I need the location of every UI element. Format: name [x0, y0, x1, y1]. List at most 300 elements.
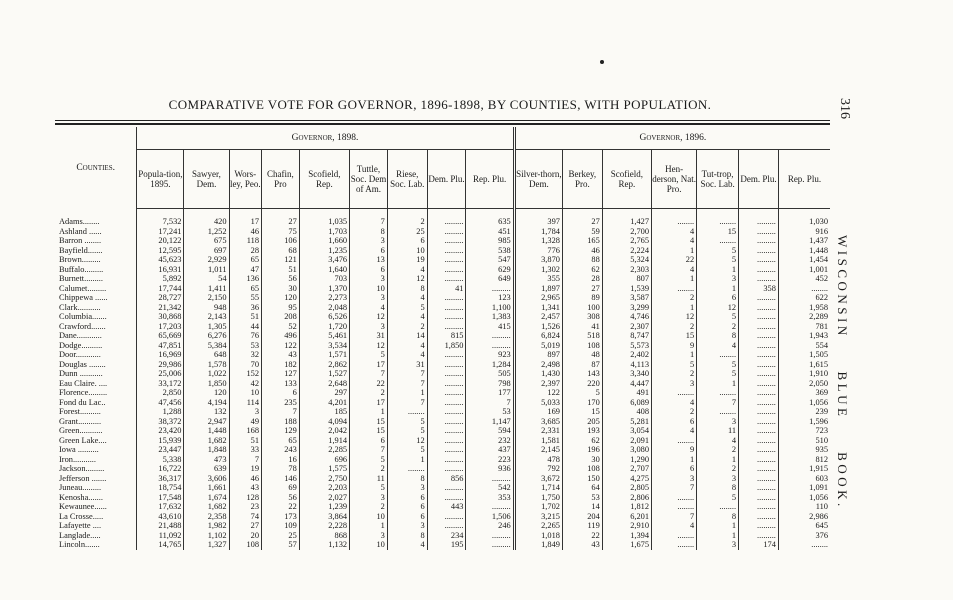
vote-cell: 3: [652, 474, 697, 484]
vote-cell: 1: [697, 284, 739, 294]
vote-cell: .........: [427, 379, 466, 389]
vote-cell: .........: [739, 464, 779, 474]
table-row: [55, 398, 830, 408]
vote-cell: .........: [427, 445, 466, 455]
vote-cell: 195: [427, 540, 466, 550]
vote-cell: 170: [562, 398, 602, 408]
vote-cell: 5,324: [602, 255, 651, 265]
vote-cell: 119: [562, 521, 602, 531]
vote-cell: 2,498: [514, 360, 562, 370]
vote-cell: 807: [602, 274, 651, 284]
vote-cell: 8: [697, 331, 739, 341]
table-row: [55, 521, 830, 531]
county-name-cell: Iowa ..........: [59, 445, 99, 454]
vote-cell: 473: [184, 455, 229, 465]
vote-cell: 1,526: [514, 322, 562, 332]
vote-cell: 30: [262, 284, 300, 294]
vote-cell: 649: [466, 274, 514, 284]
vote-cell: 44: [229, 322, 262, 332]
vote-cell: 358: [739, 284, 779, 294]
vote-cell: .........: [427, 293, 466, 303]
vote-cell: 8: [387, 284, 427, 294]
vote-cell: 6: [350, 246, 388, 256]
vote-cell: 41: [427, 284, 466, 294]
vote-cell: 369: [778, 388, 830, 398]
vote-cell: 1: [697, 521, 739, 531]
vote-cell: 38,372: [137, 417, 184, 427]
vote-cell: 64: [562, 483, 602, 493]
vote-cell: .........: [427, 521, 466, 531]
vote-cell: 1,030: [778, 209, 830, 227]
vote-cell: 17,241: [137, 227, 184, 237]
vote-cell: 1,571: [299, 350, 349, 360]
vote-cell: 6: [350, 265, 388, 275]
vote-cell: 51: [229, 312, 262, 322]
vote-cell: .........: [739, 445, 779, 455]
vote-cell: 7: [229, 455, 262, 465]
county-name-cell: Columbia.......: [59, 312, 107, 321]
vote-cell: 5: [387, 303, 427, 313]
table-row: [55, 474, 830, 484]
vote-cell: 781: [778, 322, 830, 332]
table-row: [55, 303, 830, 313]
county-name-cell: Grant...........: [59, 416, 102, 426]
vote-cell: ........: [387, 407, 427, 417]
vote-cell: 1,578: [184, 360, 229, 370]
table-row: [55, 531, 830, 541]
vote-cell: 2: [652, 369, 697, 379]
vote-cell: 923: [466, 350, 514, 360]
vote-cell: 505: [466, 369, 514, 379]
vote-cell: 1,454: [778, 255, 830, 265]
vote-cell: 7: [262, 407, 300, 417]
vote-cell: 75: [262, 227, 300, 237]
vote-cell: .........: [739, 521, 779, 531]
vote-cell: 1,784: [514, 227, 562, 237]
table-row: [55, 483, 830, 493]
vote-cell: 109: [262, 521, 300, 531]
vote-cell: 3: [350, 274, 388, 284]
vote-cell: .........: [739, 303, 779, 313]
vote-cell: 5: [697, 246, 739, 256]
vote-cell: 185: [299, 407, 349, 417]
table-row: [55, 293, 830, 303]
vote-cell: 132: [184, 407, 229, 417]
vote-cell: 28: [229, 246, 262, 256]
vote-cell: 1,235: [299, 246, 349, 256]
vote-cell: 182: [262, 360, 300, 370]
vote-cell: 2,850: [137, 388, 184, 398]
vote-cell: .........: [739, 388, 779, 398]
vote-cell: 54: [184, 274, 229, 284]
column-header: Scofield, Rep.: [299, 150, 349, 209]
vote-cell: ........: [652, 388, 697, 398]
vote-cell: 4: [387, 341, 427, 351]
vote-cell: 2: [652, 322, 697, 332]
vote-cell: 1,596: [778, 417, 830, 427]
vote-cell: 17,632: [137, 502, 184, 512]
vote-cell: 3,534: [299, 341, 349, 351]
county-name-cell: Green Lake....: [59, 435, 107, 445]
vote-cell: 6,526: [299, 312, 349, 322]
vote-cell: 108: [562, 464, 602, 474]
vote-cell: 234: [427, 531, 466, 541]
vote-cell: 129: [262, 426, 300, 436]
vote-cell: 89: [562, 293, 602, 303]
vote-cell: 1,011: [184, 265, 229, 275]
vote-cell: 4: [387, 293, 427, 303]
vote-cell: 1,328: [514, 236, 562, 246]
vote-cell: 5: [387, 417, 427, 427]
vote-cell: 798: [466, 379, 514, 389]
vote-cell: 1: [697, 455, 739, 465]
county-name-cell: Florence.........: [59, 388, 108, 397]
vote-cell: 1,714: [514, 483, 562, 493]
vote-cell: 32: [229, 350, 262, 360]
vote-cell: 1,018: [514, 531, 562, 541]
vote-cell: 4,094: [299, 417, 349, 427]
column-header: Dem. Plu.: [427, 150, 466, 209]
table-row: [55, 417, 830, 427]
vote-cell: 19: [387, 255, 427, 265]
top-double-rule: [55, 120, 830, 121]
print-dot: [600, 60, 604, 64]
vote-cell: .........: [466, 331, 514, 341]
vote-cell: ........: [652, 209, 697, 227]
vote-cell: 177: [466, 388, 514, 398]
vote-cell: 4: [697, 341, 739, 351]
vote-cell: 1,506: [466, 512, 514, 522]
vote-cell: ........: [652, 493, 697, 503]
vote-cell: 5,892: [137, 274, 184, 284]
vote-cell: 4: [350, 303, 388, 313]
vote-cell: 542: [466, 483, 514, 493]
vote-cell: 27: [229, 521, 262, 531]
vote-cell: 622: [778, 293, 830, 303]
vote-cell: 1,850: [184, 379, 229, 389]
vote-cell: .........: [427, 493, 466, 503]
vote-cell: 4: [387, 265, 427, 275]
vote-cell: 2,273: [299, 293, 349, 303]
vote-cell: 78: [262, 464, 300, 474]
vote-cell: 15: [697, 227, 739, 237]
vote-cell: 2,145: [514, 445, 562, 455]
vote-cell: 59: [562, 227, 602, 237]
vote-cell: 1: [387, 388, 427, 398]
vote-cell: 10: [350, 512, 388, 522]
vote-cell: 27: [262, 209, 300, 227]
table-row: [55, 227, 830, 237]
vote-cell: 1,675: [602, 540, 651, 550]
column-header: Chafin, Pro: [262, 150, 300, 209]
vote-cell: 100: [562, 303, 602, 313]
vote-cell: 4: [652, 426, 697, 436]
column-header: Sawyer, Dem.: [184, 150, 229, 209]
vote-cell: 1,022: [184, 369, 229, 379]
vote-cell: 4: [652, 236, 697, 246]
vote-cell: 2,331: [514, 426, 562, 436]
vote-cell: 547: [466, 255, 514, 265]
vote-cell: 118: [229, 236, 262, 246]
vote-cell: 1: [652, 303, 697, 313]
vote-cell: 41: [562, 322, 602, 332]
vote-cell: 1,448: [778, 246, 830, 256]
vote-cell: 23,420: [137, 426, 184, 436]
table-row: [55, 369, 830, 379]
vote-cell: 5: [697, 255, 739, 265]
vote-cell: 4,113: [602, 360, 651, 370]
vote-cell: ........: [652, 531, 697, 541]
vote-cell: 243: [262, 445, 300, 455]
vote-cell: 6: [387, 236, 427, 246]
vote-cell: 173: [262, 512, 300, 522]
vote-cell: 62: [562, 436, 602, 446]
vote-cell: 23: [229, 502, 262, 512]
vote-cell: .........: [427, 350, 466, 360]
vote-cell: 152: [229, 369, 262, 379]
vote-cell: 28,727: [137, 293, 184, 303]
vote-cell: .........: [427, 360, 466, 370]
vote-cell: 5,573: [602, 341, 651, 351]
vote-cell: .........: [427, 464, 466, 474]
vote-cell: 3: [697, 474, 739, 484]
vote-cell: 12: [652, 312, 697, 322]
vote-cell: 33: [229, 445, 262, 455]
vote-cell: .........: [427, 398, 466, 408]
table-row: [55, 312, 830, 322]
vote-cell: 16,722: [137, 464, 184, 474]
vote-cell: 1,305: [184, 322, 229, 332]
vote-cell: 14: [562, 502, 602, 512]
vote-cell: 4: [652, 398, 697, 408]
vote-cell: 2,050: [778, 379, 830, 389]
vote-cell: 1: [652, 246, 697, 256]
vote-cell: 4: [652, 265, 697, 275]
vote-cell: 220: [562, 379, 602, 389]
vote-cell: ........: [387, 464, 427, 474]
vote-cell: .........: [739, 502, 779, 512]
vote-cell: 16,969: [137, 350, 184, 360]
table-row: [55, 445, 830, 455]
vote-cell: 7: [652, 483, 697, 493]
vote-cell: 1,383: [466, 312, 514, 322]
vote-cell: 1,897: [514, 284, 562, 294]
table-row: [55, 407, 830, 417]
vote-cell: 2: [350, 388, 388, 398]
vote-cell: 25,006: [137, 369, 184, 379]
vote-cell: 17: [350, 398, 388, 408]
vote-cell: ........: [652, 284, 697, 294]
vote-cell: 13: [350, 255, 388, 265]
vote-cell: 165: [562, 236, 602, 246]
vote-cell: 2,986: [778, 512, 830, 522]
vote-cell: .........: [739, 331, 779, 341]
vote-cell: 10: [350, 540, 388, 550]
vote-cell: .........: [427, 388, 466, 398]
vote-cell: 7: [350, 445, 388, 455]
vote-cell: ........: [697, 209, 739, 227]
vote-cell: 1,448: [184, 426, 229, 436]
vote-cell: 868: [299, 531, 349, 541]
vote-cell: 4: [652, 521, 697, 531]
vote-cell: 2,457: [514, 312, 562, 322]
vote-cell: .........: [739, 379, 779, 389]
county-name-cell: Lafayette ....: [59, 521, 102, 530]
vote-cell: 110: [778, 502, 830, 512]
vote-cell: 7: [387, 369, 427, 379]
vote-cell: 17,744: [137, 284, 184, 294]
column-header: Scofield, Rep.: [602, 150, 651, 209]
vote-cell: .........: [427, 417, 466, 427]
vote-cell: 74: [229, 512, 262, 522]
vote-cell: 2: [697, 445, 739, 455]
vote-cell: 45,623: [137, 255, 184, 265]
vote-cell: 3: [229, 407, 262, 417]
vote-cell: 5,033: [514, 398, 562, 408]
vote-cell: 1,615: [778, 360, 830, 370]
column-header: Popula-tion, 1895.: [137, 150, 184, 209]
vote-cell: 2,929: [184, 255, 229, 265]
vote-cell: .........: [739, 209, 779, 227]
vote-cell: .........: [466, 531, 514, 541]
column-header: Wors-ley, Peo.: [229, 150, 262, 209]
vote-cell: 518: [562, 331, 602, 341]
vote-cell: 9: [652, 341, 697, 351]
vote-cell: 8: [387, 474, 427, 484]
county-name-cell: Douglas ........: [59, 359, 106, 369]
vote-cell: 308: [562, 312, 602, 322]
vote-cell: .........: [427, 303, 466, 313]
vote-cell: 2: [387, 322, 427, 332]
vote-cell: 6,276: [184, 331, 229, 341]
vote-cell: 1: [652, 274, 697, 284]
vote-cell: 122: [514, 388, 562, 398]
vote-cell: 123: [466, 293, 514, 303]
table-row: [55, 255, 830, 265]
vote-cell: 703: [299, 274, 349, 284]
table-row: [55, 388, 830, 398]
vote-cell: 47: [229, 265, 262, 275]
vote-cell: 46: [229, 227, 262, 237]
vote-cell: 3: [350, 236, 388, 246]
governor-1896-header: Governor, 1896.: [514, 127, 830, 150]
table-row: [55, 274, 830, 284]
vote-cell: .........: [739, 455, 779, 465]
column-header: Tuttle, Soc. Dem of Am.: [350, 150, 388, 209]
vote-cell: 4,746: [602, 312, 651, 322]
vote-cell: 48: [562, 350, 602, 360]
column-header: Rep. Plu.: [778, 150, 830, 209]
county-name-cell: Iron...........: [59, 454, 96, 464]
vote-cell: 376: [778, 531, 830, 541]
vote-cell: 4: [387, 350, 427, 360]
vote-cell: ........: [697, 350, 739, 360]
vote-cell: 9: [652, 445, 697, 455]
vote-cell: .........: [427, 227, 466, 237]
county-name-cell: Lincoln.......: [59, 540, 100, 549]
vote-cell: .........: [739, 369, 779, 379]
vote-cell: 2,027: [299, 493, 349, 503]
vote-cell: 635: [466, 209, 514, 227]
vote-cell: 65: [229, 284, 262, 294]
vote-cell: 948: [184, 303, 229, 313]
table-row: [55, 436, 830, 446]
column-header: Berkey, Pro.: [562, 150, 602, 209]
vote-cell: 10: [229, 388, 262, 398]
vote-cell: 5,281: [602, 417, 651, 427]
vote-cell: .........: [739, 493, 779, 503]
vote-cell: 1,100: [466, 303, 514, 313]
vote-cell: 6: [652, 464, 697, 474]
vote-cell: 496: [262, 331, 300, 341]
table-body: [55, 209, 830, 550]
vote-cell: 1,035: [299, 209, 349, 227]
vote-cell: 4: [652, 227, 697, 237]
vote-cell: 14,765: [137, 540, 184, 550]
vote-cell: 205: [562, 417, 602, 427]
vote-cell: 1,288: [137, 407, 184, 417]
vote-cell: 6,824: [514, 331, 562, 341]
vote-cell: 17: [229, 209, 262, 227]
vote-cell: 12: [350, 312, 388, 322]
vote-cell: 353: [466, 493, 514, 503]
vote-cell: 7: [466, 398, 514, 408]
county-name-cell: Jefferson .......: [59, 473, 107, 483]
vote-cell: 43,610: [137, 512, 184, 522]
vote-cell: .........: [466, 502, 514, 512]
vote-cell: 2,048: [299, 303, 349, 313]
vote-cell: 2: [697, 464, 739, 474]
vote-cell: 1,581: [514, 436, 562, 446]
vote-cell: 25: [262, 531, 300, 541]
vote-cell: 7: [387, 379, 427, 389]
vote-cell: 22: [652, 255, 697, 265]
vote-cell: 168: [229, 426, 262, 436]
vote-cell: 1,674: [184, 493, 229, 503]
vote-cell: ........: [697, 236, 739, 246]
vote-cell: ........: [697, 388, 739, 398]
county-name-cell: Buffalo.........: [59, 264, 104, 274]
vote-cell: 52: [262, 322, 300, 332]
vote-cell: 2,910: [602, 521, 651, 531]
vote-cell: 1,427: [602, 209, 651, 227]
county-name-cell: La Crosse.....: [59, 511, 104, 521]
vote-cell: 2,806: [602, 493, 651, 503]
vote-cell: ........: [697, 407, 739, 417]
vote-cell: .........: [427, 209, 466, 227]
vote-cell: 2,648: [299, 379, 349, 389]
vote-cell: 120: [262, 293, 300, 303]
vote-cell: ........: [778, 540, 830, 550]
vote-cell: 452: [778, 274, 830, 284]
table-row: [55, 540, 830, 550]
vote-cell: 5: [350, 350, 388, 360]
vote-cell: 2,042: [299, 426, 349, 436]
vote-cell: 31: [387, 360, 427, 370]
vote-cell: 30,868: [137, 312, 184, 322]
vote-cell: 22: [262, 502, 300, 512]
vote-cell: .........: [739, 312, 779, 322]
vote-cell: .........: [427, 265, 466, 275]
vote-cell: .........: [739, 322, 779, 332]
vote-cell: 792: [514, 464, 562, 474]
running-sidebar-title: WISCONSIN BLUE BOOK.: [835, 235, 850, 510]
counties-header: Counties.: [76, 162, 115, 173]
governor-1898-header: Governor, 1898.: [137, 127, 514, 150]
vote-cell: 1,394: [602, 531, 651, 541]
vote-cell: .........: [427, 369, 466, 379]
vote-cell: .........: [466, 474, 514, 484]
